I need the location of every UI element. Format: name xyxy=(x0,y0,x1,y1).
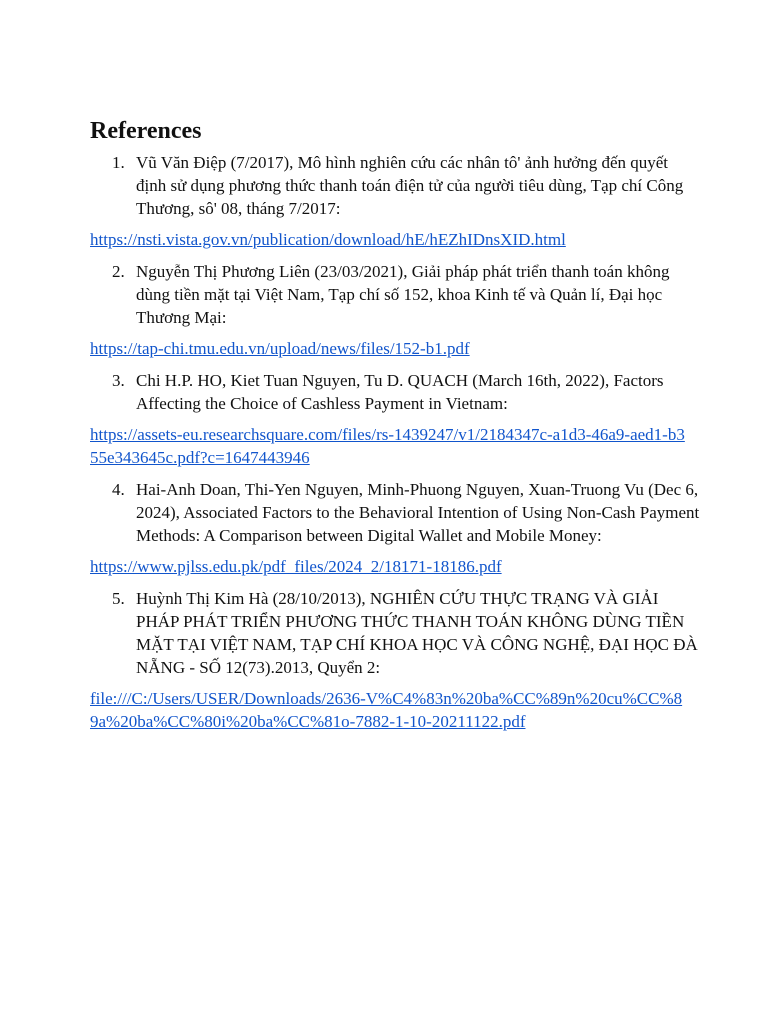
reference-text: Vũ Văn Điệp (7/2017), Mô hình nghiên cứu các nhân tô' ảnh hưởng đến quyết định sử dụng phương thức thanh toán điện tử của người tiêu dùng, Tạp chí Công Thương, sô' 08, tháng 7/2017: xyxy=(136,153,684,218)
reference-3 xyxy=(90,369,768,469)
reference-entry xyxy=(112,260,700,329)
reference-1 xyxy=(90,151,768,251)
reference-entry xyxy=(112,587,700,679)
reference-entry xyxy=(112,151,700,220)
reference-link[interactable]: https://nsti.vista.gov.vn/publication/download/hE/hEZhIDnsXID.html xyxy=(90,230,566,249)
reference-2 xyxy=(90,260,768,360)
reference-number: 4. xyxy=(112,480,125,499)
references-heading: References xyxy=(90,118,202,144)
reference-link[interactable]: https://assets-eu.researchsquare.com/files/rs-1439247/v1/2184347c-a1d3-46a9-aed1-b355e343645c.pdf?c=1647443946 xyxy=(90,425,685,467)
reference-number: 1. xyxy=(112,153,125,172)
reference-text: Huỳnh Thị Kim Hà (28/10/2013), NGHIÊN CỨU THỰC TRẠNG VÀ GIẢI PHÁP PHÁT TRIỂN PHƯƠNG THỨC THANH TOÁN KHÔNG DÙNG TIỀN MẶT TẠI VIỆT NAM, TẠP CHÍ KHOA HỌC VÀ CÔNG NGHỆ, ĐẠI HỌC ĐÀ NẴNG - SỐ 12(73).2013, Quyển 2: xyxy=(136,589,698,677)
reference-number: 2. xyxy=(112,262,125,281)
reference-text: Chi H.P. HO, Kiet Tuan Nguyen, Tu D. QUACH (March 16th, 2022), Factors Affecting the Choice of Cashless Payment in Vietnam: xyxy=(136,371,664,413)
reference-number: 3. xyxy=(112,371,125,390)
reference-text: Hai-Anh Doan, Thi-Yen Nguyen, Minh-Phuong Nguyen, Xuan-Truong Vu (Dec 6, 2024), Associated Factors to the Behavioral Intention of Using Non-Cash Payment Methods: A Comparison between Digital Wallet and Mobile Money: xyxy=(136,480,700,545)
reference-entry xyxy=(112,478,700,547)
reference-text: Nguyễn Thị Phương Liên (23/03/2021), Giải pháp phát triển thanh toán không dùng tiền mặt tại Việt Nam, Tạp chí số 152, khoa Kinh tế và Quản lí, Đại học Thương Mại: xyxy=(136,262,670,327)
reference-link[interactable]: https://tap-chi.tmu.edu.vn/upload/news/files/152-b1.pdf xyxy=(90,339,470,358)
reference-entry xyxy=(112,369,700,415)
reference-link[interactable]: https://www.pjlss.edu.pk/pdf_files/2024_2/18171-18186.pdf xyxy=(90,557,502,576)
reference-number: 5. xyxy=(112,589,125,608)
reference-5 xyxy=(90,587,768,733)
reference-4 xyxy=(90,478,768,578)
reference-link[interactable]: file:///C:/Users/USER/Downloads/2636-V%C4%83n%20ba%CC%89n%20cu%CC%89a%20ba%CC%80i%20ba%CC%81o-7882-1-10-20211122.pdf xyxy=(90,689,683,731)
